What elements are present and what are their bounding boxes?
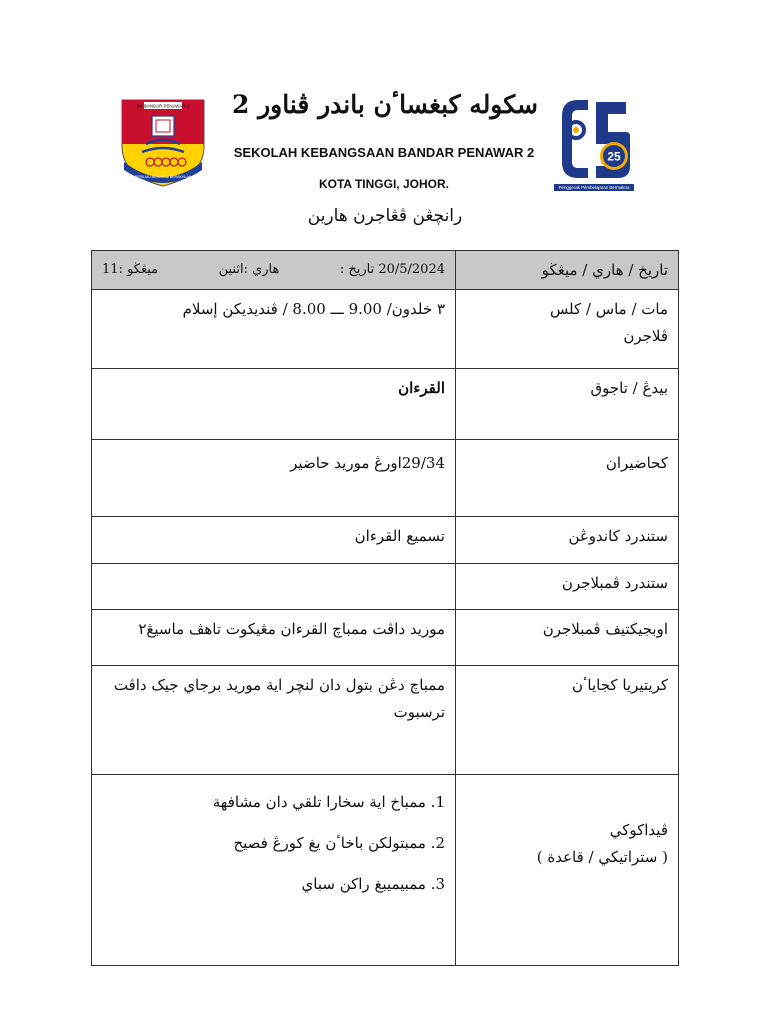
school-name-jawi: سكوله كبغساٴن باندر ڤناور 2 [232, 90, 538, 119]
table-row [92, 369, 679, 440]
learning-objective-value: موريد داڤت ممباچ القرءان مڠيكوت تاهڤ ماسيڠ٢ [92, 610, 456, 666]
school-crest-logo [116, 96, 210, 188]
list-item: 2. ممبتولكن باخاٴن يغ كورڠ فصيح [233, 834, 445, 852]
table-row [92, 564, 679, 610]
document-header [0, 0, 768, 250]
learning-standard-label: ستندرد ڤمبلاجرن [456, 564, 679, 610]
week-value: ميڠڬو :11 [102, 262, 159, 277]
learning-objective-label: اوبجيكتيف ڤمبلاجرن [456, 610, 679, 666]
topic-value: القرءان [92, 369, 456, 440]
learning-standard-value [92, 564, 456, 610]
subject-class-value: ٣ خلدون/ 9.00 ـــ 8.00 / ڤنديديكن إسلام [92, 290, 456, 369]
content-standard-label: ستندرد كاندوڠن [456, 517, 679, 564]
date-day-week-label: تاريخ / هاري / ميڠڬو [456, 251, 679, 290]
table-row [92, 666, 679, 775]
pedagogy-list [92, 775, 456, 966]
table-row [92, 517, 679, 564]
meta-values-cell [92, 251, 456, 290]
list-item: 1. ممباخ اية سخارا تلقي دان مشافهة [212, 793, 445, 811]
crest-motto-text: BERILMU BERAMAL BERAKHLAK [134, 175, 192, 179]
success-criteria-value: ممباچ دڠن بتول دان لنچر اية موريد برجاي جيک داڤت ترسبوت [92, 666, 456, 775]
emblem-badge-number: 25 [607, 149, 621, 164]
day-value: هاري :اثنين [218, 262, 280, 277]
date-value: 20/5/2024 تاريخ : [339, 262, 445, 277]
list-item: 3. ممبيميبغ راكن سباي [301, 875, 445, 893]
emblem-tagline: Penggerak Pembelajaran Bermakna [558, 185, 630, 191]
table-row [92, 440, 679, 517]
lesson-plan-table [91, 250, 679, 966]
attendance-value: 29/34اورڠ موريد حاضير [92, 440, 456, 517]
school-location: KOTA TINGGI, JOHOR. [318, 177, 449, 191]
school-name-latin: SEKOLAH KEBANGSAAN BANDAR PENAWAR 2 [233, 145, 535, 160]
document-title: رانچڠن ڤڠاجرن هارين [307, 206, 463, 226]
crest-top-text: SK BANDAR PENAWAR 2 [136, 103, 190, 109]
pedagogy-label: ڤيداكوكي ( ستراتيكي / قاعدة ) [456, 775, 679, 966]
content-standard-value: تسميع القرءان [92, 517, 456, 564]
table-header-row [92, 251, 679, 290]
emblem-25-logo [552, 96, 636, 192]
subject-class-label: مات / ماس / كلس ڤلاجرن [456, 290, 679, 369]
attendance-label: كحاضيران [456, 440, 679, 517]
success-criteria-label: كريتيريا كجاياٴن [456, 666, 679, 775]
table-row [92, 290, 679, 369]
table-row [92, 775, 679, 966]
table-row [92, 610, 679, 666]
topic-label: بيدڠ / تاجوق [456, 369, 679, 440]
